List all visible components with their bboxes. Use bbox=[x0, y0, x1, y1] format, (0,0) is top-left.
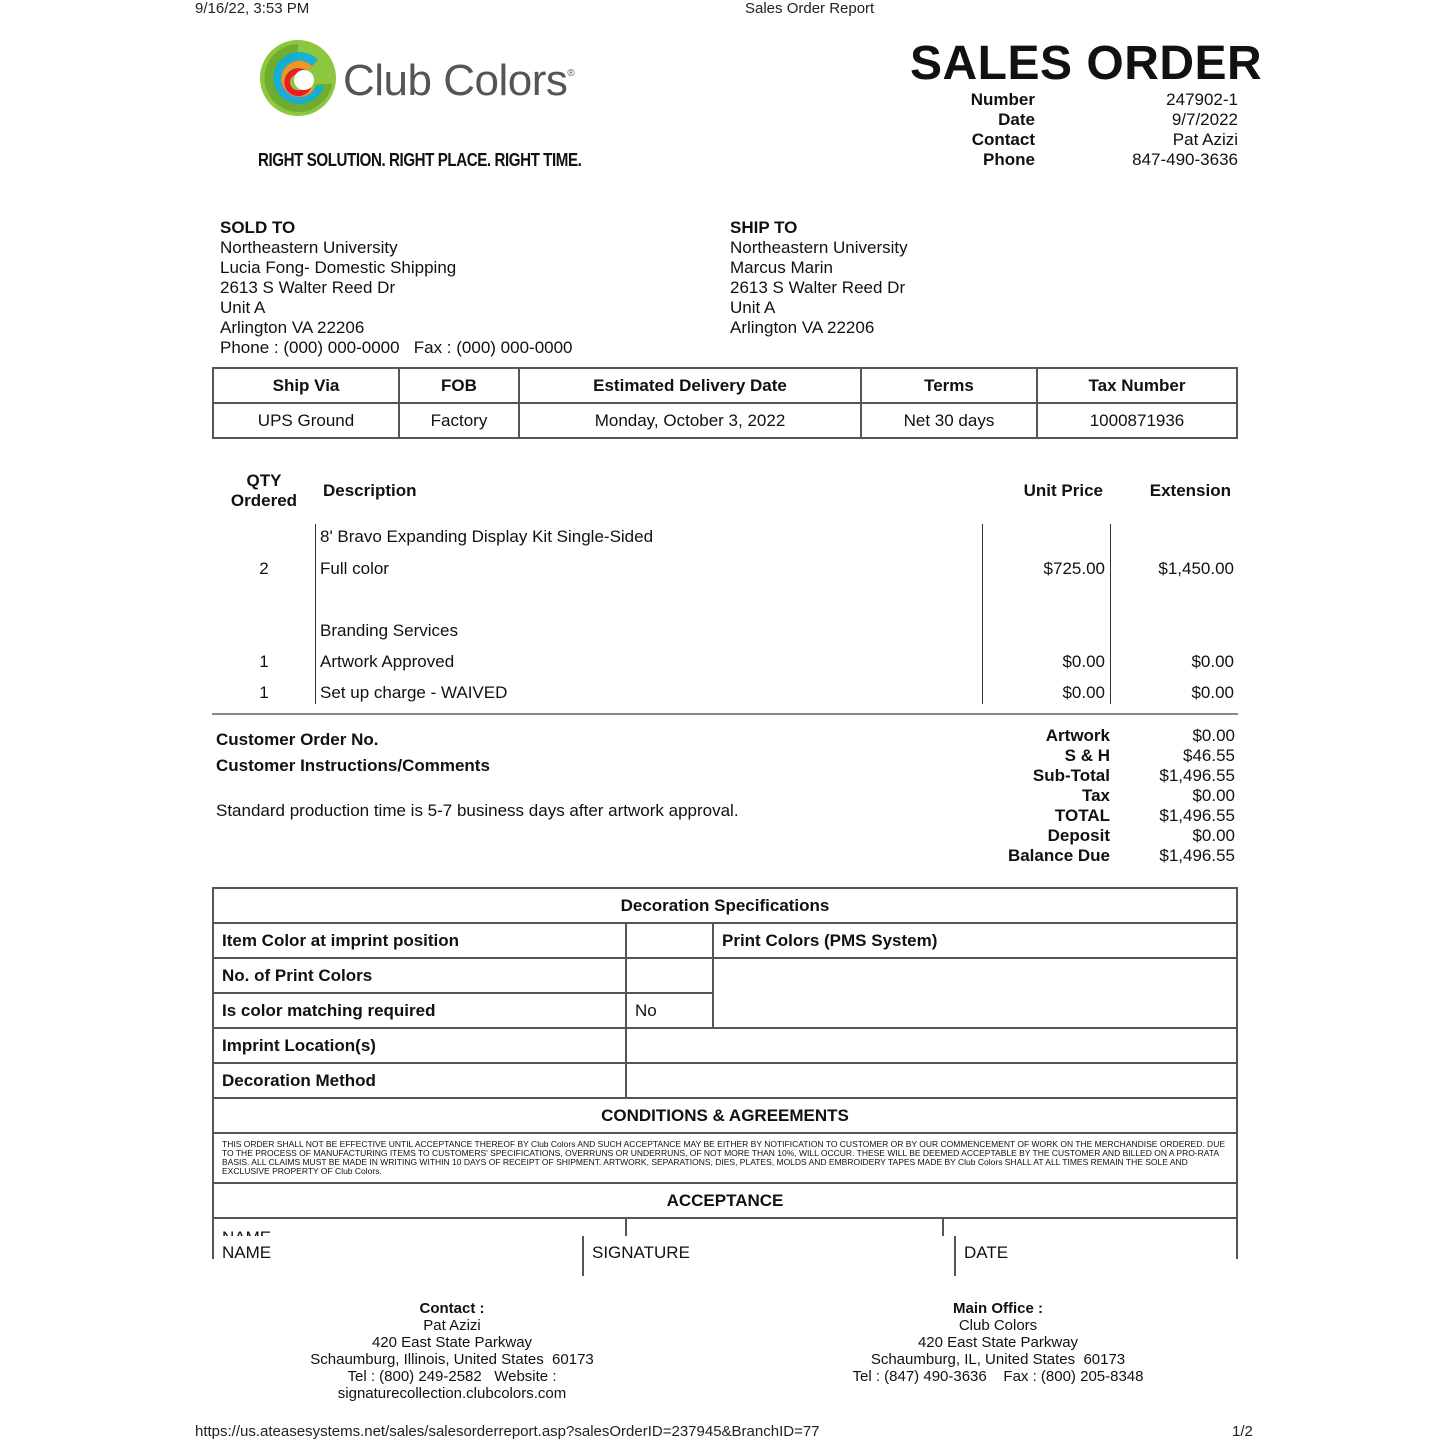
sold-to-block bbox=[220, 218, 573, 358]
color-matching-label: Is color matching required bbox=[213, 993, 626, 1028]
decoration-method-label: Decoration Method bbox=[213, 1063, 626, 1098]
subtotal-value: $1,496.55 bbox=[1159, 766, 1235, 785]
customer-order-no-label: Customer Order No. bbox=[216, 730, 379, 749]
sold-to-line: Lucia Fong- Domestic Shipping bbox=[220, 258, 457, 277]
ship-to-line: Northeastern University bbox=[730, 238, 908, 257]
qty-header bbox=[214, 471, 314, 511]
line-item-qty: 1 bbox=[259, 652, 269, 671]
line-item-extension: $0.00 bbox=[1191, 652, 1234, 671]
tax-value: $0.00 bbox=[1192, 786, 1235, 805]
order-number-label: Number bbox=[970, 90, 1035, 109]
artwork-value: $0.00 bbox=[1192, 726, 1235, 745]
print-colors-label: Print Colors (PMS System) bbox=[713, 923, 1237, 958]
footer-website-link[interactable]: signaturecollection.clubcolors.com bbox=[337, 1385, 567, 1402]
fob: Factory bbox=[399, 403, 519, 438]
footer-contact-line: 420 East State Parkway bbox=[371, 1334, 533, 1351]
conditions-title: CONDITIONS & AGREEMENTS bbox=[213, 1098, 1237, 1133]
customer-instructions-label: Customer Instructions/Comments bbox=[216, 756, 490, 775]
delivery-date-header: Estimated Delivery Date bbox=[519, 368, 861, 403]
acceptance-signature-field[interactable]: SIGNATURE bbox=[584, 1236, 956, 1276]
brand-tagline: RIGHT SOLUTION. RIGHT PLACE. RIGHT TIME. bbox=[258, 150, 582, 170]
print-page-title: Sales Order Report bbox=[745, 0, 875, 17]
sold-to-line: Unit A bbox=[220, 298, 266, 317]
item-color-value bbox=[626, 923, 713, 958]
line-item-description: Full color bbox=[320, 559, 389, 578]
footer-office-line: 420 East State Parkway bbox=[917, 1334, 1079, 1351]
sold-to-title: SOLD TO bbox=[220, 218, 296, 237]
line-item-description: Branding Services bbox=[320, 621, 458, 640]
club-colors-logo-icon bbox=[258, 38, 338, 118]
deposit-label: Deposit bbox=[1047, 826, 1110, 845]
brand-name: Club Colors® bbox=[343, 56, 575, 105]
sold-to-line: 2613 S Walter Reed Dr bbox=[220, 278, 396, 297]
balance-due-value: $1,496.55 bbox=[1159, 846, 1235, 865]
print-url: https://us.ateasesystems.net/sales/salesorderreport.asp?salesOrderID=237945&BranchID=77 bbox=[195, 1423, 820, 1440]
extension-header: Extension bbox=[1149, 481, 1231, 500]
sold-to-line: Arlington VA 22206 bbox=[220, 318, 365, 337]
total-value: $1,496.55 bbox=[1159, 806, 1235, 825]
acceptance-date-field[interactable]: DATE bbox=[964, 1243, 1009, 1262]
line-item-unit-price: $0.00 bbox=[1062, 652, 1105, 671]
description-header: Description bbox=[323, 481, 417, 500]
ship-to-title: SHIP TO bbox=[730, 218, 798, 237]
acceptance-row bbox=[214, 1236, 1236, 1276]
decoration-method-value bbox=[626, 1063, 1237, 1098]
footer-office-line: Tel : (847) 490-3636 Fax : (800) 205-8348 bbox=[852, 1368, 1144, 1385]
fob-header: FOB bbox=[399, 368, 519, 403]
footer-contact-line: Pat Azizi bbox=[423, 1317, 481, 1334]
ship-to-block bbox=[730, 218, 908, 338]
ship-via-header: Ship Via bbox=[213, 368, 399, 403]
ship-to-line: 2613 S Walter Reed Dr bbox=[730, 278, 906, 297]
imprint-location-value bbox=[626, 1028, 1237, 1063]
artwork-label: Artwork bbox=[1045, 726, 1110, 745]
ship-to-line: Marcus Marin bbox=[730, 258, 833, 277]
num-print-colors-value bbox=[626, 958, 713, 993]
line-item-description: 8' Bravo Expanding Display Kit Single-Sided bbox=[320, 527, 654, 546]
qty-header-line: QTY bbox=[246, 471, 282, 490]
line-item-unit-price: $725.00 bbox=[1043, 559, 1105, 578]
num-print-colors-label: No. of Print Colors bbox=[213, 958, 626, 993]
line-item-description: Set up charge - WAIVED bbox=[320, 683, 508, 702]
print-datetime: 9/16/22, 3:53 PM bbox=[195, 0, 310, 17]
total-label: TOTAL bbox=[1054, 806, 1110, 825]
order-number: 247902-1 bbox=[1166, 90, 1238, 109]
line-item-extension: $1,450.00 bbox=[1158, 559, 1234, 578]
order-date-label: Date bbox=[998, 110, 1035, 129]
balance-due-label: Balance Due bbox=[1007, 846, 1110, 865]
subtotal-label: Sub-Total bbox=[1032, 766, 1110, 785]
footer-office-line: Club Colors bbox=[958, 1317, 1038, 1334]
footer-contact-line: Schaumburg, Illinois, United States 60173 bbox=[310, 1351, 594, 1368]
ship-to-line: Arlington VA 22206 bbox=[730, 318, 875, 337]
ship-via: UPS Ground bbox=[213, 403, 399, 438]
column-divider bbox=[1110, 524, 1111, 704]
acceptance-title: ACCEPTANCE bbox=[213, 1183, 1237, 1218]
acceptance-name-field[interactable]: NAME bbox=[214, 1236, 584, 1276]
totals-table bbox=[960, 726, 1235, 866]
color-matching-value: No bbox=[626, 993, 713, 1028]
line-item-qty: 2 bbox=[259, 559, 269, 578]
footer-main-office bbox=[808, 1300, 1188, 1385]
terms-header: Terms bbox=[861, 368, 1037, 403]
unit-price-header: Unit Price bbox=[1023, 481, 1103, 500]
print-colors-value bbox=[713, 958, 1237, 1028]
order-phone: 847-490-3636 bbox=[1132, 150, 1238, 169]
footer-office-title: Main Office : bbox=[952, 1300, 1043, 1317]
column-divider bbox=[982, 524, 983, 704]
imprint-location-label: Imprint Location(s) bbox=[213, 1028, 626, 1063]
line-item-qty: 1 bbox=[259, 683, 269, 702]
line-item-extension: $0.00 bbox=[1191, 683, 1234, 702]
ship-to-line: Unit A bbox=[730, 298, 776, 317]
qty-header-line: Ordered bbox=[230, 491, 298, 510]
decoration-specifications-table bbox=[212, 887, 1238, 1259]
line-item-unit-price: $0.00 bbox=[1062, 683, 1105, 702]
tax-label: Tax bbox=[1081, 786, 1110, 805]
conditions-text: THIS ORDER SHALL NOT BE EFFECTIVE UNTIL ACCEPTANCE THEREOF BY Club Colors AND SUCH ACCEPTANCE MAY BE EITHER BY NOTIFICATION TO CUSTOMER OR BY OUR COMMENCEMENT OF WORK ON THE MERCHANDISE ORDERED. DUE TO THE PROCESS OF MANUFACTURING ITEMS TO CUSTOMERS' SPECIFICATIONS, OVERRUNS OR UNDERRUNS, OF NOT MORE THAN 10%, WILL OCCUR. THESE WILL BE DEEMED ACCEPTABLE BY THE CUSTOMER AND BILLED ON A PRO-RATA BASIS. ALL CLAIMS MUST BE MADE IN WRITING WITHIN 10 DAYS OF RECEIPT OF SHIPMENT. ARTWORK, SEPARATIONS, DIES, PLATES, MOLDS AND EMBROIDERY TAPES MADE BY Club Colors SHALL AT ALL TIMES REMAIN THE SOLE AND EXCLUSIVE PROPERTY OF Club Colors. bbox=[213, 1133, 1237, 1183]
deposit-value: $0.00 bbox=[1192, 826, 1235, 845]
delivery-date: Monday, October 3, 2022 bbox=[519, 403, 861, 438]
decoration-title: Decoration Specifications bbox=[213, 888, 1237, 923]
footer-contact-title: Contact : bbox=[419, 1300, 485, 1317]
order-contact: Pat Azizi bbox=[1172, 130, 1238, 149]
footer-contact-line: Tel : (800) 249-2582 Website : bbox=[347, 1368, 557, 1385]
footer-contact bbox=[262, 1300, 642, 1402]
items-divider bbox=[212, 713, 1238, 715]
tax-number-header: Tax Number bbox=[1037, 368, 1237, 403]
shipping-info-table bbox=[212, 367, 1238, 439]
order-phone-label: Phone bbox=[983, 150, 1035, 169]
footer-office-line: Schaumburg, IL, United States 60173 bbox=[870, 1351, 1126, 1368]
tax-number: 1000871936 bbox=[1037, 403, 1237, 438]
order-meta bbox=[930, 90, 1238, 170]
column-divider bbox=[315, 524, 316, 704]
sold-to-line: Northeastern University bbox=[220, 238, 398, 257]
shipping-handling-value: $46.55 bbox=[1183, 746, 1235, 765]
print-page-count: 1/2 bbox=[1232, 1423, 1253, 1440]
sold-to-line: Phone : (000) 000-0000 Fax : (000) 000-0000 bbox=[220, 338, 573, 357]
order-date: 9/7/2022 bbox=[1171, 110, 1238, 129]
line-item-description: Artwork Approved bbox=[320, 652, 455, 671]
terms: Net 30 days bbox=[861, 403, 1037, 438]
customer-comments: Standard production time is 5-7 business days after artwork approval. bbox=[216, 801, 739, 820]
document-title: SALES ORDER bbox=[910, 37, 1263, 90]
item-color-label: Item Color at imprint position bbox=[213, 923, 626, 958]
shipping-handling-label: S & H bbox=[1064, 746, 1110, 765]
order-contact-label: Contact bbox=[971, 130, 1035, 149]
